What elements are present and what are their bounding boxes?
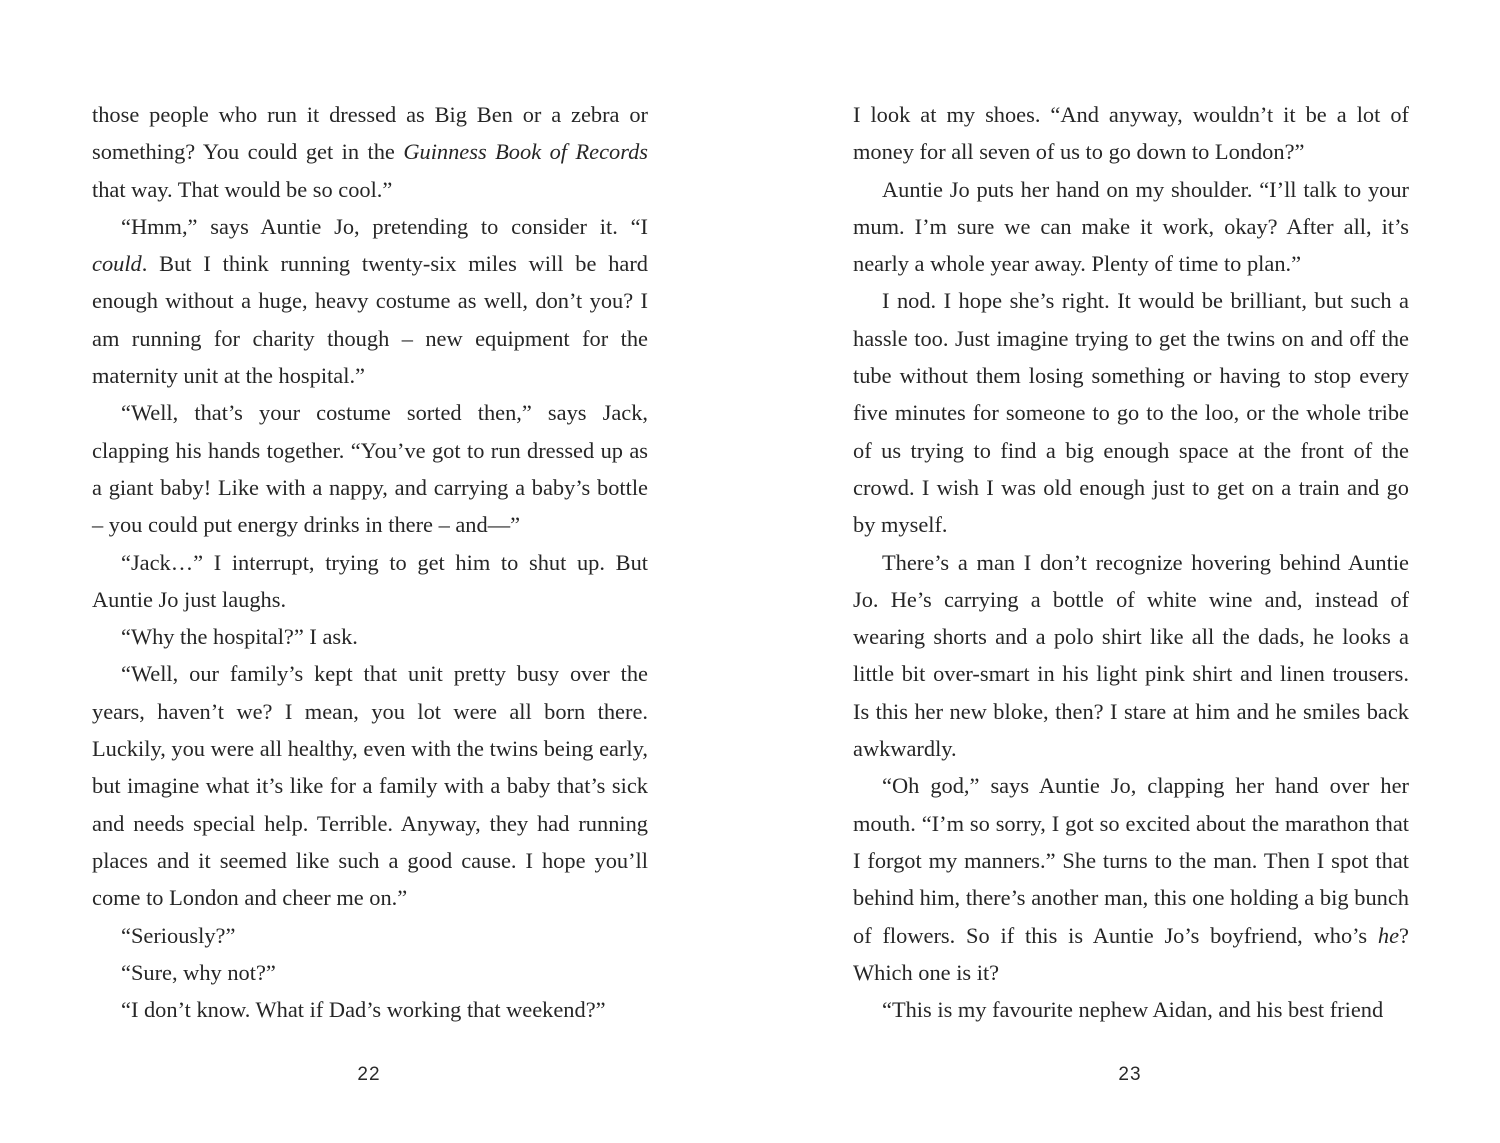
- text-run: “Sure, why not?”: [121, 959, 276, 985]
- text-run: ? Which one is it?: [853, 922, 1409, 985]
- text-run: “This is my favourite nephew Aidan, and his best friend: [882, 997, 1384, 1023]
- paragraph: [92, 954, 648, 991]
- text-run: “Well, that’s your costume sorted then,” says Jack, clapping his hands together. “You’ve got to run dressed up as a giant baby! Like with a nappy, and carrying a baby’s bottle – you could put energy drinks in there – and—”: [92, 400, 648, 538]
- italic-text: Guinness Book of Records: [403, 139, 648, 165]
- paragraph: [92, 991, 648, 1028]
- paragraph: [92, 394, 648, 543]
- left-page-text: [92, 96, 648, 1036]
- paragraph: [853, 767, 1409, 991]
- text-run: “Hmm,” says Auntie Jo, pretending to consider it. “I: [121, 213, 648, 239]
- text-run: I look at my shoes. “And anyway, wouldn’t it be a lot of money for all seven of us to go down to London?”: [853, 102, 1409, 165]
- paragraph: [92, 917, 648, 954]
- paragraph: [92, 208, 648, 394]
- text-run: that way. That would be so cool.”: [92, 176, 393, 202]
- right-page-text: [853, 96, 1409, 1036]
- page-number-right: 23: [1118, 1064, 1142, 1085]
- paragraph: [92, 96, 648, 208]
- paragraph: [92, 544, 648, 619]
- paragraph: [92, 655, 648, 916]
- text-run: “Well, our family’s kept that unit pretty busy over the years, haven’t we? I mean, you lot were all born there. Luckily, you were all healthy, even with the twins being early, but imagine what it’s like for a family with a baby that’s sick and needs special help. Terrible. Anyway, they had running places and it seemed like such a good cause. I hope you’ll come to London and cheer me on.”: [92, 661, 648, 911]
- text-run: I nod. I hope she’s right. It would be brilliant, but such a hassle too. Just imagine trying to get the twins on and off the tube without them losing something or having to stop every five minutes for someone to go to the loo, or the whole tribe of us trying to find a big enough space at the front of the crowd. I wish I was old enough just to get on a train and go by myself.: [853, 288, 1409, 538]
- text-run: . But I think running twenty-six miles will be hard enough without a huge, heavy costume as well, don’t you? I am running for charity though – new equipment for the maternity unit at the hospital.”: [92, 251, 648, 389]
- italic-text: could: [92, 251, 142, 277]
- text-run: “Why the hospital?” I ask.: [121, 624, 358, 650]
- paragraph: [853, 991, 1409, 1028]
- text-run: “Seriously?”: [121, 922, 236, 948]
- page-number-left: 22: [357, 1064, 381, 1085]
- text-run: Auntie Jo puts her hand on my shoulder. “I’ll talk to your mum. I’m sure we can make it work, okay? After all, it’s nearly a whole year away. Plenty of time to plan.”: [853, 176, 1409, 277]
- italic-text: he: [1377, 922, 1400, 948]
- paragraph: [853, 282, 1409, 543]
- paragraph: [92, 618, 648, 655]
- text-run: “I don’t know. What if Dad’s working that weekend?”: [121, 997, 606, 1023]
- paragraph: [853, 171, 1409, 283]
- text-run: those people who run it dressed as Big Ben or a zebra or something? You could get in the: [92, 102, 648, 165]
- text-run: “Oh god,” says Auntie Jo, clapping her hand over her mouth. “I’m so sorry, I got so excited about the marathon that I forgot my manners.” She turns to the man. Then I spot that behind him, there’s another man, this one holding a big bunch of flowers. So if this is Auntie Jo’s boyfriend, who’s: [853, 773, 1409, 948]
- text-run: “Jack…” I interrupt, trying to get him to shut up. But Auntie Jo just laughs.: [92, 549, 648, 612]
- paragraph: [853, 96, 1409, 171]
- paragraph: [853, 544, 1409, 768]
- text-run: There’s a man I don’t recognize hovering behind Auntie Jo. He’s carrying a bottle of white wine and, instead of wearing shorts and a polo shirt like all the dads, he looks a little bit over-smart in his light pink shirt and linen trousers. Is this her new bloke, then? I stare at him and he smiles back awkwardly.: [853, 549, 1409, 762]
